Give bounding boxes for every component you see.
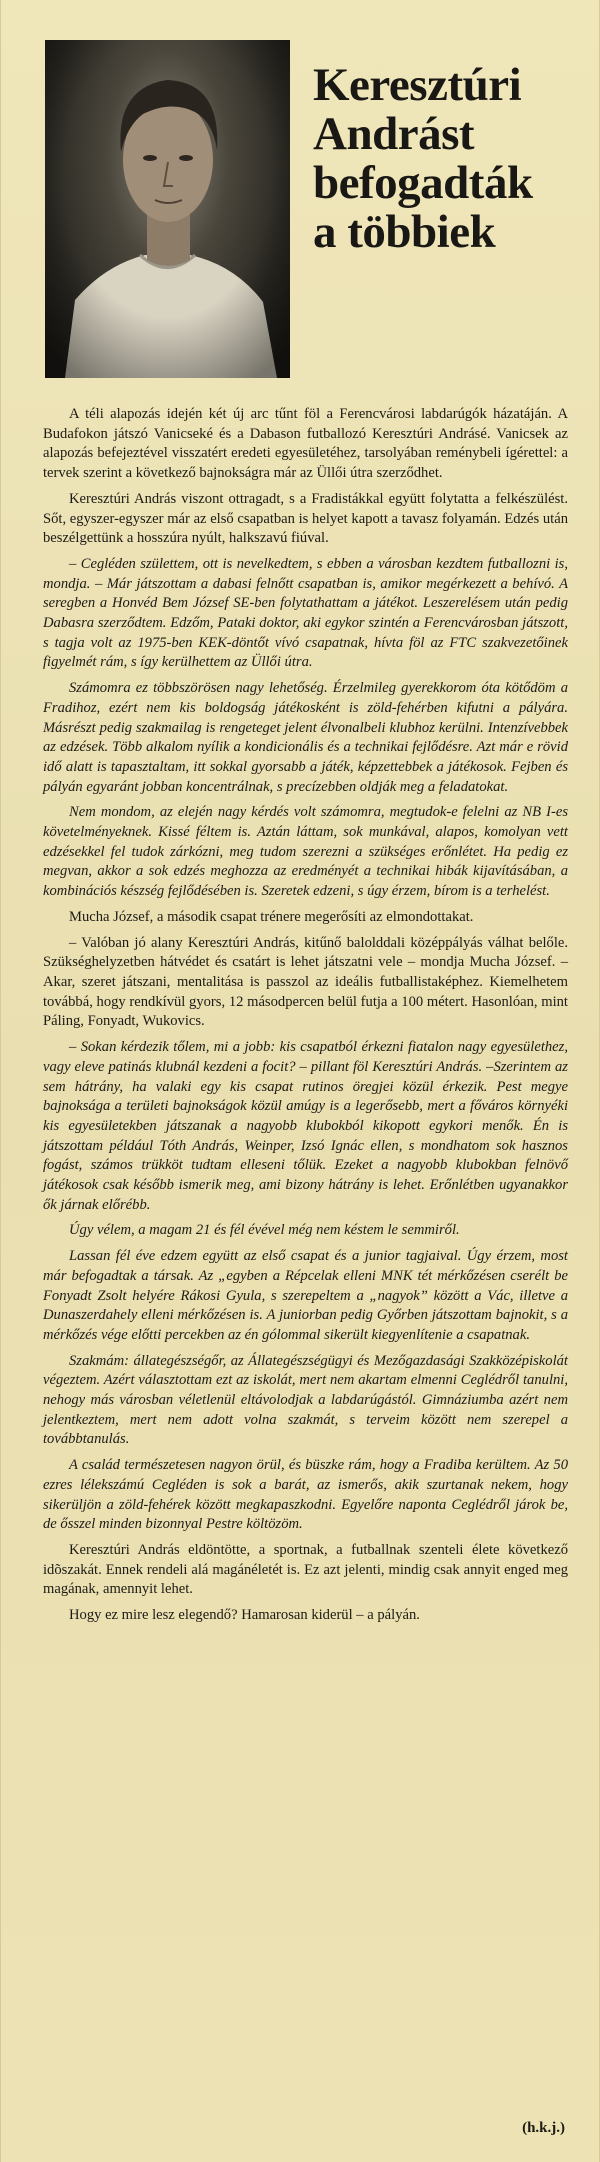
article-paragraph: – Cegléden születtem, ott is nevelkedtem, s ebben a városban kezdtem futballozni is, mondja. – Már játszottam a dabasi felnőtt csapatban is, amikor megérkezett a behívó. A seregben a Honvéd Bem József SE-ben folytathattam a játékot. Leszerelésem után pedig Dabasra szerződtem. Edzőm, Pataki doktor, aki egykor szintén a Ferencvárosban játszott, s tagja volt az 1975-ben KEK-döntőt vívó csapatnak, hívta föl az FTC szakvezetőinek figyelmét rám, s így kerülhettem az Üllői útra. — [43, 555, 568, 671]
article-paragraph: Mucha József, a második csapat trénere megerősíti az elmondottakat. — [69, 908, 474, 925]
article-paragraph: Hogy ez mire lesz elegendő? Hamarosan kiderül – a pályán. — [69, 1607, 420, 1624]
article-paragraph: Keresztúri András viszont ottragadt, s a Fradistákkal együtt folytatta a felkészülést. Sőt, egyszer-egyszer már az első csapatban is helyet kapott a tavasz folyamán. Edzés után beszélgettünk a hosszúra nyúlt, halkszavú fiúval. — [43, 490, 568, 547]
headline-line: a többiek — [313, 206, 496, 259]
author-signature: (h.k.j.) — [522, 2120, 565, 2136]
article-paragraph: – Sokan kérdezik tőlem, mi a jobb: kis csapatból érkezni fiatalon nagy egyesülethez, vagy eleve patinás klubnál kezdeni a focit? – pillant föl Keresztúri András. –Szerintem az sem hátrány, ha valaki egy kis csapat rutinos öregjei közül érkezik. Pest megye bajnoksága a területi bajnokságok közül amúgy is a legerősebb, mert a főváros környéki kis egyesületekben játszanak a nagyobb klubokból kikopott egykori menők. Én is játszottam például Tóth András, Weinper, Izsó Ignác ellen, s mondhatom sok hasznos fogást, számos trükköt tudtam elleseni tőlük. Ezeket a nagyobb klubokban felnövő játékosok csak később ismerik meg, ami bizony hátrány is lehet. Erőnlétben ugyanakkor ők járnak előrébb. — [43, 1039, 568, 1213]
article-paragraph: A család természetesen nagyon örül, és büszke rám, hogy a Fradiba kerültem. Az 50 ezres lélekszámú Cegléden is sok a barát, az ismerős, akik szurtanak nekem, hogy sikerüljön a zöld-fehérek között megkapaszkodni. Egyelőre naponta Ceglédről járok be, de ősszel minden bizonnyal Pestre költözöm. — [43, 1457, 568, 1533]
headline-line: Andrást — [313, 108, 475, 161]
article-paragraph: Úgy vélem, a magam 21 és fél évével még nem késtem le semmiről. — [69, 1222, 460, 1239]
player-portrait-image — [45, 40, 290, 378]
player-photo — [45, 40, 290, 378]
headline-line: befogadták — [313, 157, 533, 210]
article-headline — [313, 61, 583, 257]
article-paragraph: Számomra ez többszörösen nagy lehetőség. Érzelmileg gyerekkorom óta kötődöm a Fradihoz, ezért nem kis boldogság játékosként is zöld-fehérben kifutni a pályára. Másrészt pedig szakmailag is rengeteget jelent élvonalbeli klubhoz kerülni. Intenzívebbek az edzések. Több alkalom nyílik a kondicionális és a technikai fejlődésre. Azt már e rövid idő alatt is tapasztaltam, itt sokkal gyorsabb a játék, képzettebbek a játékosok. Fejben és pályán egyaránt jobban koncentrálnak, s precízebben oldják meg a feladatokat. — [43, 680, 568, 795]
article-paragraph: Keresztúri András eldöntötte, a sportnak, a futballnak szenteli élete következő idõszakát. Ennek rendeli alá magánéletét is. Ez azt jelenti, mindig csak annyit enged meg magának, amennyit lehet. — [43, 1541, 568, 1598]
article-paragraph: Lassan fél éve edzem együtt az első csapat és a junior tagjaival. Úgy érzem, most már befogadtak a társak. Az „egyben a Répcelak elleni MNK tét mérkőzésen cserélt be Fonyadt Zsolt helyére Rákosi Gyula, s szerepeltem a „nagyok” között a Vác, illetve a Dunaszerdahely elleni mérkőzésen is. A juniorban pedig Győrben játszottam bajnokit, s a mérkőzés vége előtti percekben az én gólommal sikerült kiegyenlítenie a csapatnak. — [43, 1248, 568, 1343]
headline-line: Keresztúri — [313, 59, 522, 112]
article-paragraph: – Valóban jó alany Keresztúri András, kitűnő balolddali középpályás válhat belőle. Szükséghelyzetben hátvédet és csatárt is lehet játszatni vele – mondja Mucha József. – Akar, szeret játszani, mentalitása is passzol az ideális futballistaképhez. Kiemelhetem továbbá, hogy rendkívül gyors, 12 másodpercen belül futja a 100 métert. Hasonlóan, mint Páling, Fonyadt, Wukovics. — [43, 934, 568, 1030]
article-paragraph: Szakmám: állategészségőr, az Állategészségügyi és Mezőgazdasági Szakközépiskolát végeztem. Azért választottam ezt az iskolát, mert nem akartam elmenni Ceglédről tanulni, nehogy más városban véletlenül eltávolodjak a labdarúgástól. Gimnáziumba azért nem jelentkeztem, mert nem adott volna szakmát, s terveim között nem szerepel a továbbtanulás. — [43, 1352, 568, 1448]
article-body — [43, 405, 568, 1632]
article-paragraph: A téli alapozás idején két új arc tűnt föl a Ferencvárosi labdarúgók házatáján. A Budafokon játszó Vanicseké és a Dabason futballozó Keresztúri Andrásé. Vanicsek az alapozás befejeztével visszatért eredeti egyesületéhez, tarsolyában reménybeli ígérettel: a tervek szerint a következő bajnokságra már az Üllői útra szerződhet. — [43, 406, 568, 482]
article-paragraph: Nem mondom, az elején nagy kérdés volt számomra, megtudok-e felelni az NB I-es követelményeknek. Kissé féltem is. Aztán láttam, sok munkával, alapos, komolyan vett edzésekkel fel tudok zárkózni, meg tudom szerezni a szükséges erőnlétet. Ha pedig ez megvan, akkor a sok edzés meghozza az eredményét a technikai hibák kijavításában, a kombinációs készség fejlődésében is. Szeretek edzeni, s úgy érzem, bírom is a terhelést. — [43, 804, 568, 900]
